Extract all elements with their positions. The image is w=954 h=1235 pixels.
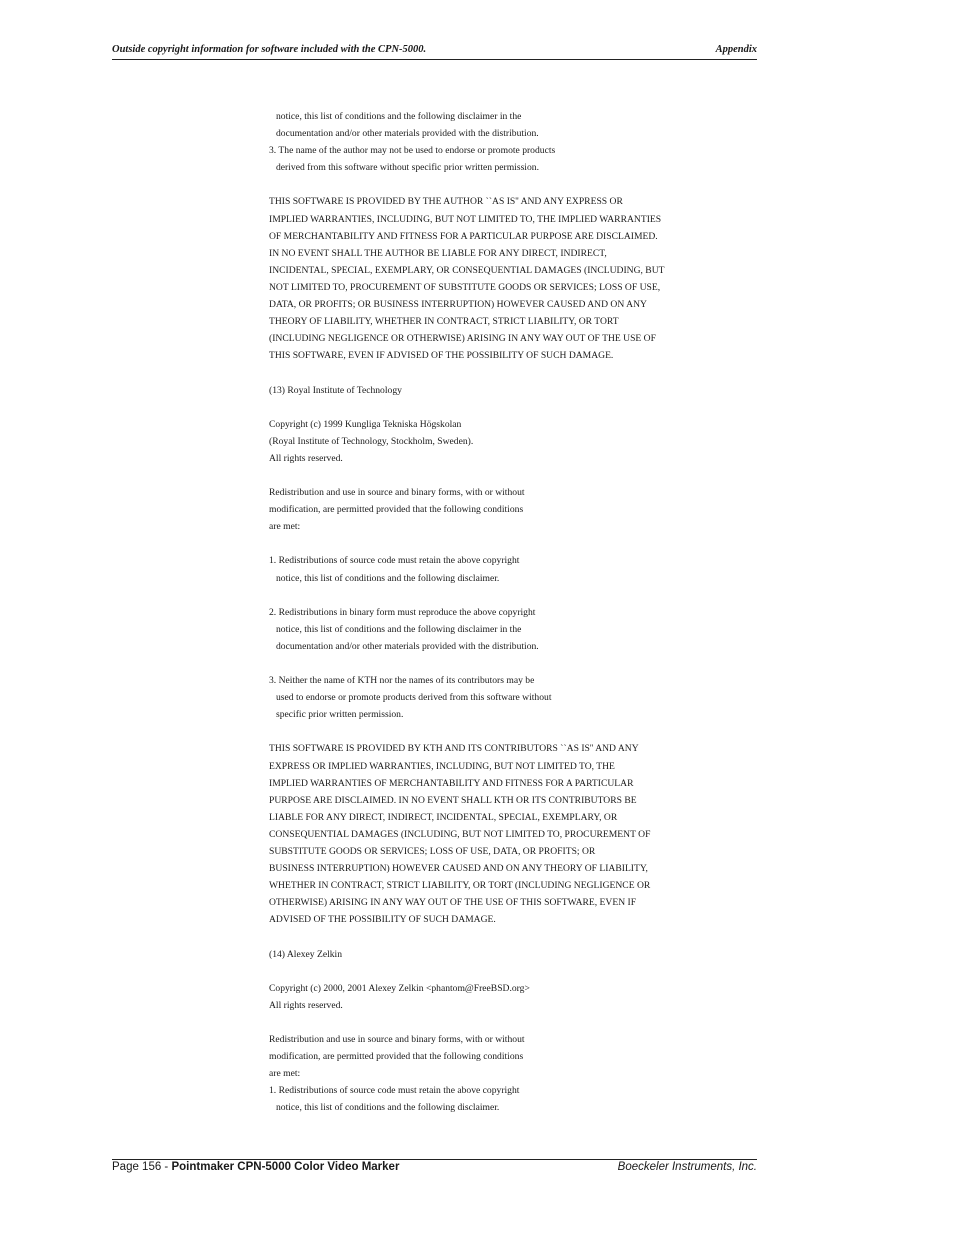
paragraph-gap <box>269 535 739 552</box>
text-line: specific prior written permission. <box>276 709 404 721</box>
text-line: modification, are permitted provided that the following conditions <box>269 504 524 516</box>
text-line: documentation and/or other materials provided with the distribution. <box>276 640 539 652</box>
text-line: IN NO EVENT SHALL THE AUTHOR BE LIABLE FOR ANY DIRECT, INDIRECT, <box>269 247 607 259</box>
paragraph-gap <box>269 467 739 484</box>
header-title: Outside copyright information for software included with the CPN-5000. <box>112 44 427 55</box>
text-line: DATA, OR PROFITS; OR BUSINESS INTERRUPTION) HOWEVER CAUSED AND ON ANY <box>269 299 647 311</box>
paragraph-gap <box>269 655 739 672</box>
paragraph-gap <box>269 587 739 604</box>
text-line: IMPLIED WARRANTIES OF MERCHANTABILITY AND FITNESS FOR A PARTICULAR <box>269 777 634 789</box>
header-section: Appendix <box>715 44 757 55</box>
text-line: 1. Redistributions of source code must retain the above copyright <box>269 1085 520 1097</box>
paragraph-gap <box>269 1014 739 1031</box>
text-line: PURPOSE ARE DISCLAIMED. IN NO EVENT SHALL KTH OR ITS CONTRIBUTORS BE <box>269 794 637 806</box>
text-line: notice, this list of conditions and the following disclaimer. <box>276 1102 500 1114</box>
text-line: ADVISED OF THE POSSIBILITY OF SUCH DAMAGE. <box>269 914 496 926</box>
paragraph-gap <box>269 929 739 946</box>
text-line: are met: <box>269 521 301 533</box>
text-line: (14) Alexey Zelkin <box>269 948 342 960</box>
license-text-body <box>269 108 739 1117</box>
footer-page-info <box>112 1161 399 1173</box>
paragraph-gap <box>269 723 739 740</box>
text-line: notice, this list of conditions and the following disclaimer in the <box>276 111 522 122</box>
text-line: BUSINESS INTERRUPTION) HOWEVER CAUSED AND ON ANY THEORY OF LIABILITY, <box>269 863 648 875</box>
text-line: (INCLUDING NEGLIGENCE OR OTHERWISE) ARISING IN ANY WAY OUT OF THE USE OF <box>269 333 656 345</box>
text-line: WHETHER IN CONTRACT, STRICT LIABILITY, OR TORT (INCLUDING NEGLIGENCE OR <box>269 880 651 892</box>
text-line: All rights reserved. <box>269 999 343 1011</box>
text-line: IMPLIED WARRANTIES, INCLUDING, BUT NOT LIMITED TO, THE IMPLIED WARRANTIES <box>269 213 662 225</box>
text-line: notice, this list of conditions and the following disclaimer. <box>276 572 500 584</box>
text-line: modification, are permitted provided that the following conditions <box>269 1051 524 1063</box>
text-line: All rights reserved. <box>269 452 343 464</box>
text-line: CONSEQUENTIAL DAMAGES (INCLUDING, BUT NOT LIMITED TO, PROCUREMENT OF <box>269 828 651 840</box>
text-line: SUBSTITUTE GOODS OR SERVICES; LOSS OF USE, DATA, OR PROFITS; OR <box>269 846 596 858</box>
text-line: OF MERCHANTABILITY AND FITNESS FOR A PARTICULAR PURPOSE ARE DISCLAIMED. <box>269 230 658 242</box>
text-line: LIABLE FOR ANY DIRECT, INDIRECT, INCIDENTAL, SPECIAL, EXEMPLARY, OR <box>269 811 618 823</box>
text-line: (13) Royal Institute of Technology <box>269 384 402 396</box>
footer-company: Boeckeler Instruments, Inc. <box>617 1161 757 1173</box>
footer-page-number: Page 156 - <box>112 1161 172 1173</box>
paragraph-gap <box>269 364 739 381</box>
text-line: derived from this software without specific prior written permission. <box>276 162 539 174</box>
text-line: documentation and/or other materials provided with the distribution. <box>276 128 539 140</box>
text-line: INCIDENTAL, SPECIAL, EXEMPLARY, OR CONSEQUENTIAL DAMAGES (INCLUDING, BUT <box>269 264 665 276</box>
text-line: THIS SOFTWARE IS PROVIDED BY KTH AND ITS CONTRIBUTORS ``AS IS'' AND ANY <box>269 743 639 755</box>
page-header <box>112 43 757 60</box>
text-line: are met: <box>269 1068 301 1080</box>
text-line: 1. Redistributions of source code must retain the above copyright <box>269 555 520 567</box>
paragraph-gap <box>269 176 739 193</box>
text-line: Redistribution and use in source and binary forms, with or without <box>269 487 525 499</box>
text-line: THIS SOFTWARE IS PROVIDED BY THE AUTHOR ``AS IS'' AND ANY EXPRESS OR <box>269 196 623 208</box>
paragraph-gap <box>269 399 739 416</box>
text-line: Redistribution and use in source and binary forms, with or without <box>269 1034 525 1046</box>
text-line: OTHERWISE) ARISING IN ANY WAY OUT OF THE USE OF THIS SOFTWARE, EVEN IF <box>269 897 637 909</box>
text-line: used to endorse or promote products derived from this software without <box>276 692 552 704</box>
text-line: EXPRESS OR IMPLIED WARRANTIES, INCLUDING, BUT NOT LIMITED TO, THE <box>269 760 615 772</box>
paragraph-gap <box>269 963 739 980</box>
text-line: 3. The name of the author may not be used to endorse or promote products <box>269 145 556 157</box>
text-line: (Royal Institute of Technology, Stockholm, Sweden). <box>269 435 474 447</box>
text-line: notice, this list of conditions and the following disclaimer in the <box>276 623 522 635</box>
page-footer <box>112 1159 757 1173</box>
text-line: THIS SOFTWARE, EVEN IF ADVISED OF THE POSSIBILITY OF SUCH DAMAGE. <box>269 350 614 362</box>
text-line: 2. Redistributions in binary form must reproduce the above copyright <box>269 606 536 618</box>
text-line: Copyright (c) 1999 Kungliga Tekniska Högskolan <box>269 418 462 430</box>
text-line: Copyright (c) 2000, 2001 Alexey Zelkin <phantom@FreeBSD.org> <box>269 982 530 994</box>
text-line: THEORY OF LIABILITY, WHETHER IN CONTRACT, STRICT LIABILITY, OR TORT <box>269 316 619 328</box>
text-line: NOT LIMITED TO, PROCUREMENT OF SUBSTITUTE GOODS OR SERVICES; LOSS OF USE, <box>269 281 661 293</box>
footer-product-name: Pointmaker CPN-5000 Color Video Marker <box>171 1161 400 1173</box>
text-line: 3. Neither the name of KTH nor the names of its contributors may be <box>269 675 535 687</box>
